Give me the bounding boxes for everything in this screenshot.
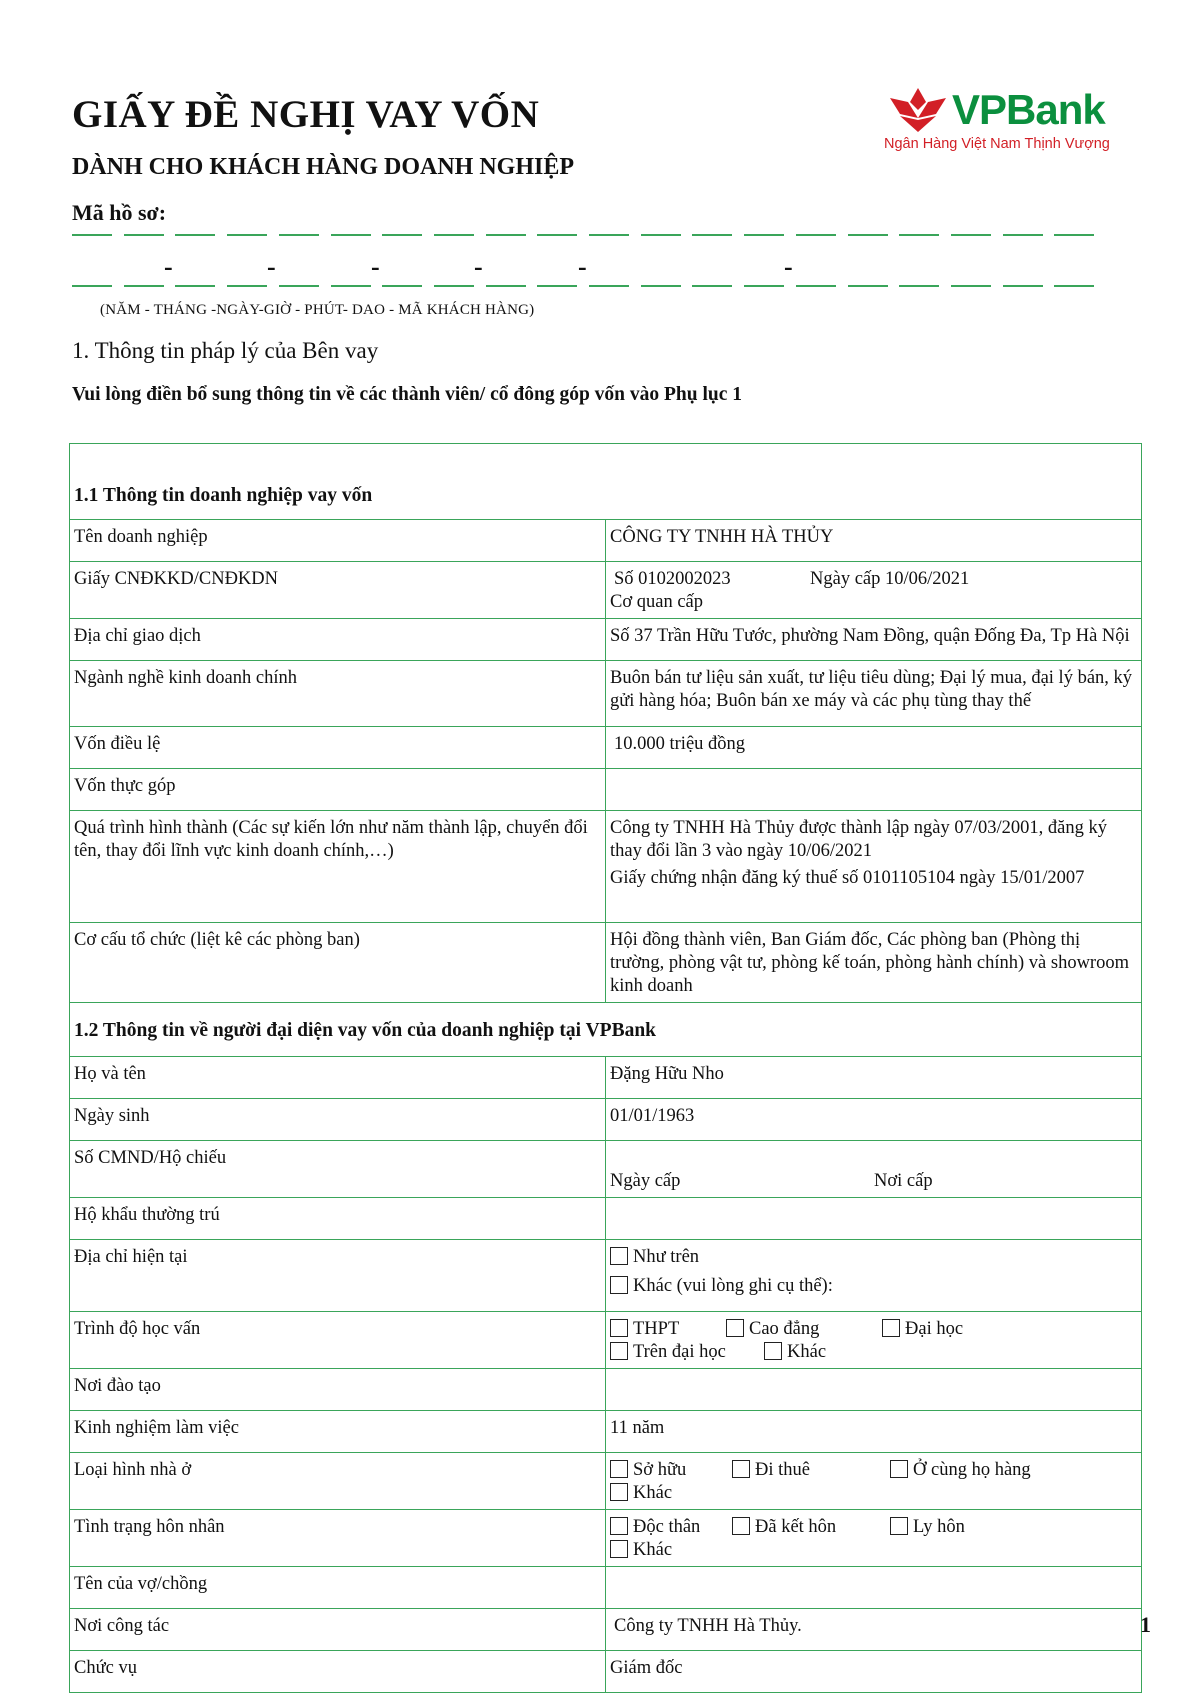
charter-capital-label: Vốn điều lệ bbox=[70, 727, 606, 769]
vpbank-slogan: Ngân Hàng Việt Nam Thịnh Vượng bbox=[884, 136, 1110, 152]
form-title: GIẤY ĐỀ NGHỊ VAY VỐN bbox=[72, 93, 540, 136]
code-dash bbox=[124, 285, 164, 287]
code-dash bbox=[486, 285, 526, 287]
code-dash bbox=[951, 234, 991, 236]
code-dash bbox=[899, 285, 939, 287]
rep-marital-options bbox=[606, 1510, 1142, 1567]
rep-position-field[interactable]: Giám đốc bbox=[606, 1651, 1142, 1693]
code-dash bbox=[279, 285, 319, 287]
marital-option-ly-hon[interactable]: Ly hôn bbox=[890, 1516, 1128, 1539]
education-option-thpt[interactable]: THPT bbox=[610, 1318, 726, 1341]
rep-name-field[interactable]: Đặng Hữu Nho bbox=[606, 1057, 1142, 1099]
business-label: Ngành nghề kinh doanh chính bbox=[70, 661, 606, 727]
rep-residence-label: Hộ khẩu thường trú bbox=[70, 1198, 606, 1240]
contributed-capital-field[interactable] bbox=[606, 769, 1142, 811]
history-line-2: Giấy chứng nhận đăng ký thuế số 0101105104 ngày 15/01/2007 bbox=[610, 868, 1085, 888]
code-dash bbox=[227, 285, 267, 287]
code-dash bbox=[382, 285, 422, 287]
form-subtitle: DÀNH CHO KHÁCH HÀNG DOANH NGHIỆP bbox=[72, 154, 575, 180]
code-dash bbox=[227, 234, 267, 236]
company-name-field[interactable]: CÔNG TY TNHH HÀ THỦY bbox=[606, 520, 1142, 562]
code-dash bbox=[589, 234, 629, 236]
rep-marital-label: Tình trạng hôn nhân bbox=[70, 1510, 606, 1567]
checkbox[interactable] bbox=[732, 1517, 750, 1535]
code-dash bbox=[796, 234, 836, 236]
rep-workplace-label: Nơi công tác bbox=[70, 1609, 606, 1651]
code-dash bbox=[899, 234, 939, 236]
code-dash bbox=[1003, 285, 1043, 287]
housing-option-di-thue[interactable]: Đi thuê bbox=[732, 1459, 890, 1482]
history-label: Quá trình hình thành (Các sự kiến lớn như năm thành lập, chuyển đổi tên, thay đổi lĩnh vực kinh doanh chính,…) bbox=[70, 811, 606, 923]
checkbox[interactable] bbox=[610, 1483, 628, 1501]
rep-housing-label: Loại hình nhà ở bbox=[70, 1453, 606, 1510]
marital-option-doc-than[interactable]: Độc thân bbox=[610, 1516, 732, 1539]
code-dash bbox=[124, 234, 164, 236]
code-dash bbox=[744, 285, 784, 287]
license-field[interactable] bbox=[606, 562, 1142, 619]
marital-option-khac[interactable]: Khác bbox=[610, 1539, 672, 1562]
structure-label: Cơ cấu tổ chức (liệt kê các phòng ban) bbox=[70, 923, 606, 1003]
code-dash bbox=[641, 234, 681, 236]
education-option-tren-dai-hoc[interactable]: Trên đại học bbox=[610, 1341, 764, 1364]
code-dash bbox=[331, 285, 371, 287]
checkbox[interactable] bbox=[610, 1276, 628, 1294]
housing-option-o-cung-ho-hang[interactable]: Ở cùng họ hàng bbox=[890, 1459, 1128, 1482]
rep-id-date: Ngày cấp bbox=[610, 1171, 681, 1191]
license-number: Số 0102002023 bbox=[614, 569, 731, 589]
rep-id-place: Nơi cấp bbox=[874, 1171, 933, 1191]
vpbank-wordmark: VPBank bbox=[952, 86, 1105, 133]
marital-option-da-ket-hon[interactable]: Đã kết hôn bbox=[732, 1516, 890, 1539]
code-dash bbox=[692, 234, 732, 236]
contributed-capital-label: Vốn thực góp bbox=[70, 769, 606, 811]
education-option-cao-dang[interactable]: Cao đẳng bbox=[726, 1318, 882, 1341]
rep-training-field[interactable] bbox=[606, 1369, 1142, 1411]
checkbox[interactable] bbox=[610, 1247, 628, 1265]
rep-name-label: Họ và tên bbox=[70, 1057, 606, 1099]
code-dash bbox=[589, 285, 629, 287]
vpbank-flower-icon bbox=[886, 80, 950, 136]
code-dash bbox=[641, 285, 681, 287]
rep-position-label: Chức vụ bbox=[70, 1651, 606, 1693]
rep-experience-field[interactable]: 11 năm bbox=[606, 1411, 1142, 1453]
rep-current-address-label: Địa chỉ hiện tại bbox=[70, 1240, 606, 1312]
rep-spouse-label: Tên của vợ/chồng bbox=[70, 1567, 606, 1609]
rep-education-options bbox=[606, 1312, 1142, 1369]
business-field[interactable]: Buôn bán tư liệu sản xuất, tư liệu tiêu dùng; Đại lý mua, đại lý bán, ký gửi hàng hóa; Buôn bán xe máy và các phụ tùng thay thế bbox=[606, 661, 1142, 727]
housing-option-khac[interactable]: Khác bbox=[610, 1482, 672, 1505]
education-option-khac[interactable]: Khác bbox=[764, 1341, 826, 1364]
code-separator: - bbox=[784, 252, 793, 281]
code-dash bbox=[848, 234, 888, 236]
checkbox[interactable] bbox=[610, 1540, 628, 1558]
section-1-title: 1. Thông tin pháp lý của Bên vay bbox=[72, 338, 379, 363]
code-separator: - bbox=[267, 252, 276, 281]
code-dash bbox=[72, 234, 112, 236]
code-dash bbox=[175, 285, 215, 287]
current-address-other-option[interactable]: Khác (vui lòng ghi cụ thể): bbox=[610, 1275, 833, 1298]
code-legend: (NĂM - THÁNG -NGÀY-GIỜ - PHÚT- DAO - MÃ KHÁCH HÀNG) bbox=[100, 302, 535, 318]
vpbank-logo bbox=[880, 76, 1120, 166]
rep-education-label: Trình độ học vấn bbox=[70, 1312, 606, 1369]
ma-ho-so-label: Mã hồ sơ: bbox=[72, 200, 167, 225]
checkbox[interactable] bbox=[610, 1319, 628, 1337]
charter-capital-field[interactable] bbox=[606, 727, 1142, 769]
rep-dob-field[interactable]: 01/01/1963 bbox=[606, 1099, 1142, 1141]
code-dash bbox=[951, 285, 991, 287]
company-section-header: 1.1 Thông tin doanh nghiệp vay vốn bbox=[70, 444, 1142, 520]
code-dash bbox=[692, 285, 732, 287]
checkbox[interactable] bbox=[732, 1460, 750, 1478]
code-dash bbox=[72, 285, 112, 287]
rep-dob-label: Ngày sinh bbox=[70, 1099, 606, 1141]
code-separator: - bbox=[371, 252, 380, 281]
code-dash bbox=[1054, 285, 1094, 287]
checkbox[interactable] bbox=[890, 1517, 908, 1535]
page-number: 1 bbox=[1140, 1612, 1151, 1637]
rep-workplace-field[interactable] bbox=[606, 1609, 1142, 1651]
code-dash bbox=[537, 285, 577, 287]
code-separator: - bbox=[578, 252, 587, 281]
charter-capital-value: 10.000 triệu đồng bbox=[614, 734, 746, 754]
license-label: Giấy CNĐKKD/CNĐKDN bbox=[70, 562, 606, 619]
license-date: Ngày cấp 10/06/2021 bbox=[810, 569, 970, 589]
code-line-1 bbox=[72, 234, 1096, 236]
code-dash bbox=[382, 234, 422, 236]
rep-id-field[interactable] bbox=[606, 1141, 1142, 1198]
rep-id-label: Số CMND/Hộ chiếu bbox=[70, 1141, 606, 1198]
rep-housing-options bbox=[606, 1453, 1142, 1510]
checkbox[interactable] bbox=[882, 1319, 900, 1337]
rep-experience-label: Kinh nghiệm làm việc bbox=[70, 1411, 606, 1453]
code-dash bbox=[537, 234, 577, 236]
rep-spouse-field[interactable] bbox=[606, 1567, 1142, 1609]
code-line-2 bbox=[72, 285, 1096, 287]
code-dash bbox=[744, 234, 784, 236]
license-issuer: Cơ quan cấp bbox=[610, 592, 704, 612]
code-dash bbox=[331, 234, 371, 236]
rep-residence-field[interactable] bbox=[606, 1198, 1142, 1240]
code-dash bbox=[486, 234, 526, 236]
checkbox[interactable] bbox=[610, 1517, 628, 1535]
structure-field[interactable]: Hội đồng thành viên, Ban Giám đốc, Các phòng ban (Phòng thị trường, phòng vật tư, phòng kế toán, phòng hành chính) và showroom kinh doanh bbox=[606, 923, 1142, 1003]
company-name-label: Tên doanh nghiệp bbox=[70, 520, 606, 562]
current-address-same-option[interactable]: Như trên bbox=[610, 1246, 699, 1269]
loan-application-table bbox=[69, 443, 1142, 1693]
checkbox[interactable] bbox=[610, 1342, 628, 1360]
history-field[interactable] bbox=[606, 811, 1142, 923]
code-dash bbox=[175, 234, 215, 236]
code-dash bbox=[1054, 234, 1094, 236]
rep-current-address-field bbox=[606, 1240, 1142, 1312]
checkbox[interactable] bbox=[764, 1342, 782, 1360]
rep-training-label: Nơi đào tạo bbox=[70, 1369, 606, 1411]
representative-section-header: 1.2 Thông tin về người đại diện vay vốn của doanh nghiệp tại VPBank bbox=[70, 1003, 1142, 1057]
section-1-note: Vui lòng điền bổ sung thông tin về các thành viên/ cổ đông góp vốn vào Phụ lục 1 bbox=[72, 384, 743, 405]
housing-option-so-huu[interactable]: Sở hữu bbox=[610, 1459, 732, 1482]
code-separator: - bbox=[474, 252, 483, 281]
address-label: Địa chỉ giao dịch bbox=[70, 619, 606, 661]
code-dash bbox=[434, 234, 474, 236]
code-dash bbox=[848, 285, 888, 287]
code-dash bbox=[1003, 234, 1043, 236]
address-field[interactable]: Số 37 Trần Hữu Tước, phường Nam Đồng, quận Đống Đa, Tp Hà Nội bbox=[606, 619, 1142, 661]
checkbox[interactable] bbox=[726, 1319, 744, 1337]
code-dash bbox=[796, 285, 836, 287]
checkbox[interactable] bbox=[890, 1460, 908, 1478]
education-option-dai-hoc[interactable]: Đại học bbox=[882, 1318, 990, 1341]
rep-workplace-value: Công ty TNHH Hà Thủy. bbox=[614, 1616, 802, 1636]
code-dash bbox=[279, 234, 319, 236]
checkbox[interactable] bbox=[610, 1460, 628, 1478]
history-line-1: Công ty TNHH Hà Thủy được thành lập ngày 07/03/2001, đăng ký thay đổi lần 3 vào ngày 10/06/2021 bbox=[610, 818, 1107, 861]
code-separator: - bbox=[164, 252, 173, 281]
code-dash bbox=[434, 285, 474, 287]
